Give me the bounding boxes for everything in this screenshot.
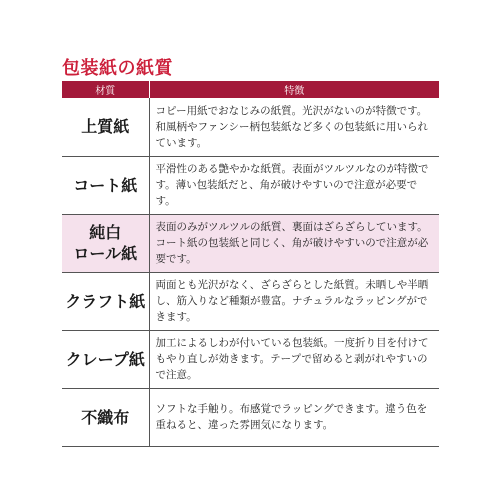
table-row <box>62 156 439 214</box>
table-row <box>62 272 439 330</box>
material-cell: 上質紙 <box>62 98 149 156</box>
material-cell: コート紙 <box>62 156 149 214</box>
paper-quality-table <box>62 81 439 447</box>
material-cell: 純白 ロール紙 <box>62 214 149 272</box>
table-row <box>62 388 439 446</box>
feature-cell: 加工によるしわが付いている包装紙。一度折り目を付けてもやり直しが効きます。テープで留めると剥がれやすいので注意。 <box>149 330 439 388</box>
table-row <box>62 98 439 156</box>
material-cell: 不織布 <box>62 388 149 446</box>
feature-cell: ソフトな手触り。布感覚でラッピングできます。違う色を重ねると、違った雰囲気になります。 <box>149 388 439 446</box>
material-cell: クラフト紙 <box>62 272 149 330</box>
table-row-highlighted <box>62 214 439 272</box>
header-material: 材質 <box>62 81 149 98</box>
header-feature: 特徴 <box>149 81 439 98</box>
table-row <box>62 330 439 388</box>
table-header-row <box>62 81 439 98</box>
material-cell: クレープ紙 <box>62 330 149 388</box>
feature-cell: 表面のみがツルツルの紙質、裏面はざらざらしています。コート紙の包装紙と同じく、角が破けやすいので注意が必要です。 <box>149 214 439 272</box>
feature-cell: 両面とも光沢がなく、ざらざらとした紙質。未晒しや半晒し、筋入りなど種類が豊富。ナチュラルなラッピングができます。 <box>149 272 439 330</box>
page-title: 包装紙の紙質 <box>62 58 173 79</box>
feature-cell: 平滑性のある艶やかな紙質。表面がツルツルなのが特徴です。薄い包装紙だと、角が破けやすいので注意が必要です。 <box>149 156 439 214</box>
feature-cell: コピー用紙でおなじみの紙質。光沢がないのが特徴です。和風柄やファンシー柄包装紙など多くの包装紙に用いられています。 <box>149 98 439 156</box>
